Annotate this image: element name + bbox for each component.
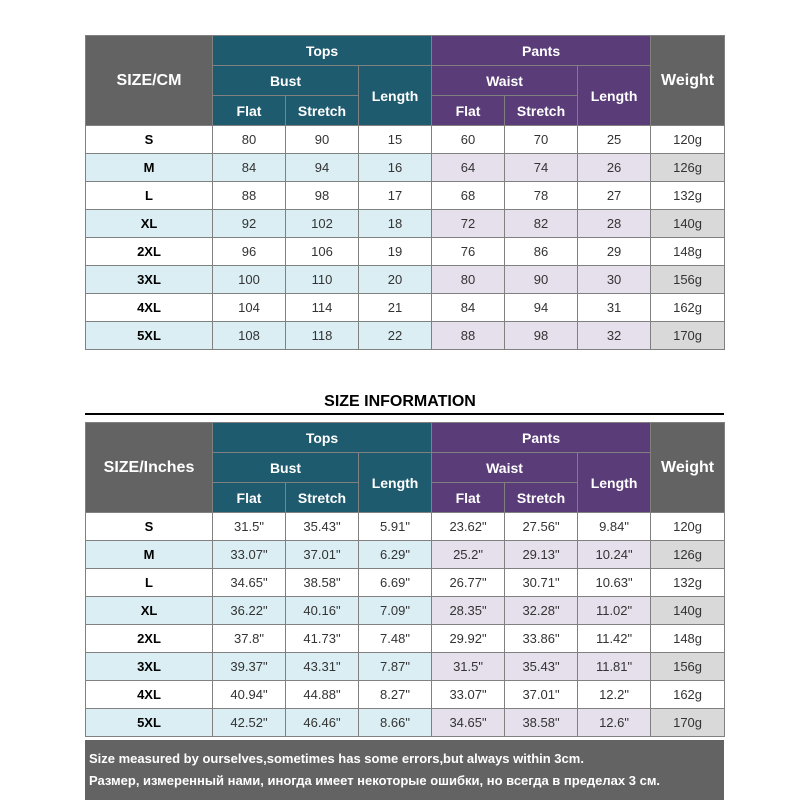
pants-length-cell: 11.81" [578, 653, 651, 681]
weight-cell: 132g [651, 569, 725, 597]
tops-length-cell: 7.87" [359, 653, 432, 681]
size-cell: 5XL [86, 709, 213, 737]
bust-flat-header: Flat [213, 483, 286, 513]
weight-cell: 162g [651, 681, 725, 709]
waist-stretch-cell: 98 [505, 322, 578, 350]
bust-stretch-header: Stretch [286, 483, 359, 513]
waist-stretch-cell: 74 [505, 154, 578, 182]
tops-length-cell: 21 [359, 294, 432, 322]
tops-length-cell: 18 [359, 210, 432, 238]
weight-cell: 156g [651, 266, 725, 294]
table-row [86, 541, 725, 569]
tops-length-cell: 6.69" [359, 569, 432, 597]
waist-header: Waist [432, 453, 578, 483]
tops-length-cell: 17 [359, 182, 432, 210]
bust-stretch-cell: 35.43" [286, 513, 359, 541]
tops-length-cell: 5.91" [359, 513, 432, 541]
weight-cell: 140g [651, 210, 725, 238]
size-cell: 3XL [86, 266, 213, 294]
size-column-header: SIZE/CM [86, 36, 213, 126]
bust-header: Bust [213, 453, 359, 483]
weight-cell: 156g [651, 653, 725, 681]
waist-stretch-cell: 86 [505, 238, 578, 266]
waist-flat-cell: 72 [432, 210, 505, 238]
table-row [86, 294, 725, 322]
bust-flat-cell: 37.8" [213, 625, 286, 653]
weight-cell: 170g [651, 709, 725, 737]
bust-stretch-cell: 37.01" [286, 541, 359, 569]
bust-stretch-cell: 46.46" [286, 709, 359, 737]
bust-stretch-cell: 41.73" [286, 625, 359, 653]
weight-cell: 148g [651, 625, 725, 653]
size-table-cm [85, 35, 725, 350]
waist-stretch-cell: 82 [505, 210, 578, 238]
size-cell: 4XL [86, 294, 213, 322]
weight-cell: 170g [651, 322, 725, 350]
bust-stretch-cell: 118 [286, 322, 359, 350]
weight-cell: 148g [651, 238, 725, 266]
pants-header: Pants [432, 423, 651, 453]
tops-header: Tops [213, 36, 432, 66]
tops-length-header: Length [359, 66, 432, 126]
waist-flat-cell: 23.62" [432, 513, 505, 541]
pants-length-cell: 30 [578, 266, 651, 294]
size-cell: L [86, 182, 213, 210]
table-row [86, 513, 725, 541]
bust-stretch-cell: 98 [286, 182, 359, 210]
waist-flat-cell: 34.65" [432, 709, 505, 737]
size-cell: 2XL [86, 238, 213, 266]
waist-stretch-cell: 90 [505, 266, 578, 294]
weight-cell: 120g [651, 513, 725, 541]
bust-header: Bust [213, 66, 359, 96]
size-cell: L [86, 569, 213, 597]
pants-length-cell: 31 [578, 294, 651, 322]
waist-stretch-cell: 33.86" [505, 625, 578, 653]
bust-flat-cell: 31.5" [213, 513, 286, 541]
table-row [86, 653, 725, 681]
note-russian: Размер, измеренный нами, иногда имеет некоторые ошибки, но всегда в пределах 3 см. [89, 773, 661, 788]
size-table-inches [85, 422, 725, 737]
waist-stretch-header: Stretch [505, 96, 578, 126]
bust-stretch-cell: 114 [286, 294, 359, 322]
bust-stretch-cell: 40.16" [286, 597, 359, 625]
waist-flat-header: Flat [432, 483, 505, 513]
waist-flat-cell: 80 [432, 266, 505, 294]
weight-cell: 162g [651, 294, 725, 322]
waist-flat-cell: 68 [432, 182, 505, 210]
size-cell: M [86, 541, 213, 569]
tops-header: Tops [213, 423, 432, 453]
waist-flat-cell: 33.07" [432, 681, 505, 709]
table-row [86, 126, 725, 154]
bust-flat-cell: 42.52" [213, 709, 286, 737]
bust-flat-cell: 33.07" [213, 541, 286, 569]
weight-header: Weight [651, 36, 725, 126]
bust-flat-cell: 34.65" [213, 569, 286, 597]
table-row [86, 681, 725, 709]
pants-length-cell: 32 [578, 322, 651, 350]
title-divider [85, 413, 724, 415]
pants-length-cell: 28 [578, 210, 651, 238]
waist-flat-cell: 64 [432, 154, 505, 182]
waist-flat-cell: 25.2" [432, 541, 505, 569]
bust-stretch-cell: 102 [286, 210, 359, 238]
weight-cell: 126g [651, 541, 725, 569]
size-cell: 5XL [86, 322, 213, 350]
bust-flat-cell: 40.94" [213, 681, 286, 709]
cm-table-body [86, 126, 725, 350]
table-row [86, 154, 725, 182]
table-row [86, 210, 725, 238]
bust-stretch-header: Stretch [286, 96, 359, 126]
table-row [86, 709, 725, 737]
weight-cell: 120g [651, 126, 725, 154]
tops-length-cell: 8.27" [359, 681, 432, 709]
table-row [86, 182, 725, 210]
pants-length-cell: 9.84" [578, 513, 651, 541]
waist-header: Waist [432, 66, 578, 96]
bust-stretch-cell: 43.31" [286, 653, 359, 681]
bust-flat-cell: 96 [213, 238, 286, 266]
tops-length-cell: 6.29" [359, 541, 432, 569]
bust-stretch-cell: 106 [286, 238, 359, 266]
waist-stretch-cell: 37.01" [505, 681, 578, 709]
bust-flat-cell: 80 [213, 126, 286, 154]
size-cell: 3XL [86, 653, 213, 681]
pants-length-cell: 27 [578, 182, 651, 210]
bust-stretch-cell: 110 [286, 266, 359, 294]
tops-length-cell: 19 [359, 238, 432, 266]
measurement-note [85, 740, 724, 800]
bust-flat-cell: 108 [213, 322, 286, 350]
waist-flat-cell: 26.77" [432, 569, 505, 597]
waist-stretch-cell: 27.56" [505, 513, 578, 541]
pants-length-cell: 11.42" [578, 625, 651, 653]
bust-flat-cell: 88 [213, 182, 286, 210]
pants-length-cell: 29 [578, 238, 651, 266]
waist-stretch-cell: 78 [505, 182, 578, 210]
tops-length-cell: 20 [359, 266, 432, 294]
waist-flat-cell: 88 [432, 322, 505, 350]
bust-flat-cell: 100 [213, 266, 286, 294]
pants-length-header: Length [578, 66, 651, 126]
size-cell: M [86, 154, 213, 182]
size-column-header: SIZE/Inches [86, 423, 213, 513]
bust-stretch-cell: 94 [286, 154, 359, 182]
pants-length-cell: 11.02" [578, 597, 651, 625]
size-cell: XL [86, 597, 213, 625]
pants-header: Pants [432, 36, 651, 66]
waist-flat-cell: 31.5" [432, 653, 505, 681]
tops-length-cell: 8.66" [359, 709, 432, 737]
waist-stretch-cell: 30.71" [505, 569, 578, 597]
waist-stretch-header: Stretch [505, 483, 578, 513]
tops-length-cell: 7.09" [359, 597, 432, 625]
bust-flat-cell: 39.37" [213, 653, 286, 681]
pants-length-cell: 12.2" [578, 681, 651, 709]
inch-table-body [86, 513, 725, 737]
pants-length-cell: 10.63" [578, 569, 651, 597]
pants-length-cell: 12.6" [578, 709, 651, 737]
bust-flat-cell: 84 [213, 154, 286, 182]
table-row [86, 625, 725, 653]
table-row [86, 266, 725, 294]
note-english: Size measured by ourselves,sometimes has some errors,but always within 3cm. [89, 751, 584, 766]
size-information-title: SIZE INFORMATION [324, 393, 476, 410]
weight-cell: 140g [651, 597, 725, 625]
tops-length-header: Length [359, 453, 432, 513]
tops-length-cell: 7.48" [359, 625, 432, 653]
waist-flat-cell: 60 [432, 126, 505, 154]
waist-stretch-cell: 38.58" [505, 709, 578, 737]
bust-flat-cell: 36.22" [213, 597, 286, 625]
tops-length-cell: 22 [359, 322, 432, 350]
bust-flat-cell: 92 [213, 210, 286, 238]
bust-stretch-cell: 38.58" [286, 569, 359, 597]
pants-length-cell: 25 [578, 126, 651, 154]
waist-stretch-cell: 94 [505, 294, 578, 322]
waist-flat-cell: 84 [432, 294, 505, 322]
weight-cell: 132g [651, 182, 725, 210]
size-cell: XL [86, 210, 213, 238]
table-row [86, 238, 725, 266]
table-row [86, 597, 725, 625]
size-cell: S [86, 513, 213, 541]
waist-flat-header: Flat [432, 96, 505, 126]
bust-flat-header: Flat [213, 96, 286, 126]
table-row [86, 569, 725, 597]
waist-stretch-cell: 70 [505, 126, 578, 154]
tops-length-cell: 16 [359, 154, 432, 182]
waist-flat-cell: 29.92" [432, 625, 505, 653]
waist-flat-cell: 76 [432, 238, 505, 266]
waist-stretch-cell: 29.13" [505, 541, 578, 569]
waist-stretch-cell: 32.28" [505, 597, 578, 625]
table-row [86, 322, 725, 350]
tops-length-cell: 15 [359, 126, 432, 154]
weight-cell: 126g [651, 154, 725, 182]
size-cell: 2XL [86, 625, 213, 653]
size-cell: S [86, 126, 213, 154]
size-cell: 4XL [86, 681, 213, 709]
pants-length-cell: 10.24" [578, 541, 651, 569]
pants-length-cell: 26 [578, 154, 651, 182]
pants-length-header: Length [578, 453, 651, 513]
waist-flat-cell: 28.35" [432, 597, 505, 625]
bust-stretch-cell: 44.88" [286, 681, 359, 709]
bust-stretch-cell: 90 [286, 126, 359, 154]
waist-stretch-cell: 35.43" [505, 653, 578, 681]
bust-flat-cell: 104 [213, 294, 286, 322]
weight-header: Weight [651, 423, 725, 513]
